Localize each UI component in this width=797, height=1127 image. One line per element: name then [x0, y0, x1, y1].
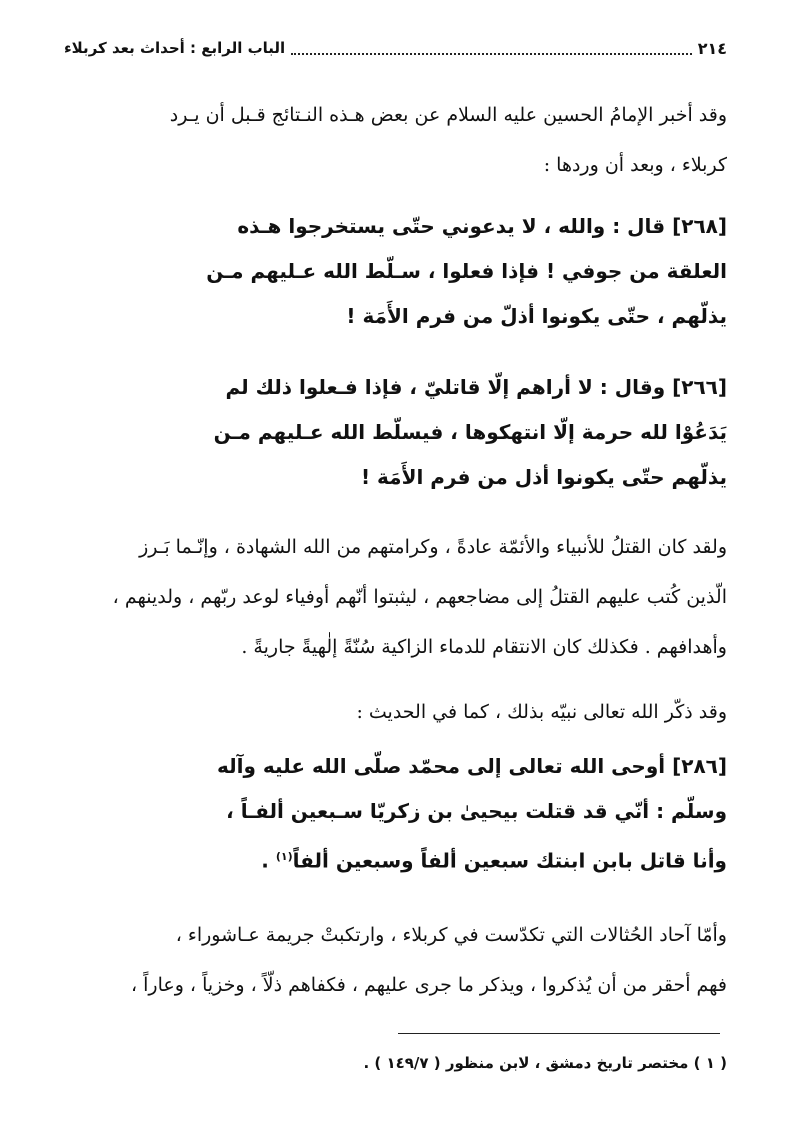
quote-line: [٢٦٦] وقال : لا أراهم إلّا قاتليّ ، فإذا فـعلوا ذلك لم [225, 375, 727, 399]
quote-line: [٢٦٨] قال : والله ، لا يدعوني حتّى يستخرجوا هـذه [237, 214, 727, 238]
footnote: ( ١ ) مختصر تاريخ دمشق ، لابن منظور ( ١٤٩/٧ ) . [363, 1054, 727, 1072]
text-line: وأمّا آحاد الحُثالات التي تكدّست في كربلاء ، وارتكبتْ جريمة عـاشوراء ، [175, 924, 727, 946]
footnote-marker: (١) [275, 850, 293, 863]
quote-line [82, 834, 727, 879]
hadith-286 [82, 744, 727, 879]
page-number: ٢١٤ [697, 38, 727, 58]
quote-line: يذلّهم ، حتّى يكونوا أذلّ من فرم الأَمَة ! [346, 304, 727, 328]
quote-line-text: وأنا قاتل بابن ابنتك سبعين ألفاً وسبعين ألفاً [292, 848, 727, 873]
text-line: وأهدافهم . فكذلك كان الانتقام للدماء الزاكية سُنّةً إلٰهيةً جاريةً . [241, 636, 727, 658]
text-line: ولقد كان القتلُ للأنبياء والأئمّة عادةً ، وكرامتهم من الله الشهادة ، وإنّـما بَـرز [139, 536, 727, 558]
text-line: كربلاء ، وبعد أن وردها : [543, 154, 727, 176]
hadith-268 [82, 204, 727, 339]
page-header [64, 36, 727, 60]
intro-paragraph [66, 90, 727, 190]
footnote-separator [398, 1033, 720, 1034]
text-line: وقد أخبر الإمامُ الحسين عليه السلام عن بعض هـذه النـتائج قـبل أن يـرد [169, 104, 727, 126]
text-line: وقد ذكّر الله تعالى نبيّه بذلك ، كما في الحديث : [356, 701, 727, 723]
paragraph-perpetrators [66, 910, 727, 1010]
text-line: فهم أحقر من أن يُذكروا ، ويذكر ما جرى عليهم ، فكفاهم ذلّاً ، وخزياً ، وعاراً ، [130, 974, 727, 996]
quote-line: [٢٨٦] أوحى الله تعالى إلى محمّد صلّى الله عليه وآله [216, 754, 727, 778]
quote-line: العلقة من جوفي ! فإذا فعلوا ، سـلّط الله عـليهم مـن [206, 259, 727, 283]
quote-line: وسلّم : أنّي قد قتلت بيحيىٰ بن زكريّا سـبعين ألفـاً ، [226, 799, 727, 823]
header-dot-leader [291, 41, 692, 55]
hadith-266 [82, 365, 727, 500]
quote-line: يَدَعُوْا لله حرمة إلّا انتهكوها ، فيسلّط الله عـليهم مـن [213, 420, 727, 444]
text-line: الّذين كُتب عليهم القتلُ إلى مضاجعهم ، ليثبتوا أنّهم أوفياء لوعد ربّهم ، ولدينهم ، [112, 586, 727, 608]
chapter-title: الباب الرابع : أحداث بعد كربلاء [64, 39, 286, 57]
quote-line: يذلّهم حتّى يكونوا أذل من فرم الأَمَة ! [360, 465, 727, 489]
end-mark: . [261, 848, 269, 873]
paragraph-hadith-intro [66, 687, 727, 737]
paragraph-martyrdom [66, 522, 727, 672]
